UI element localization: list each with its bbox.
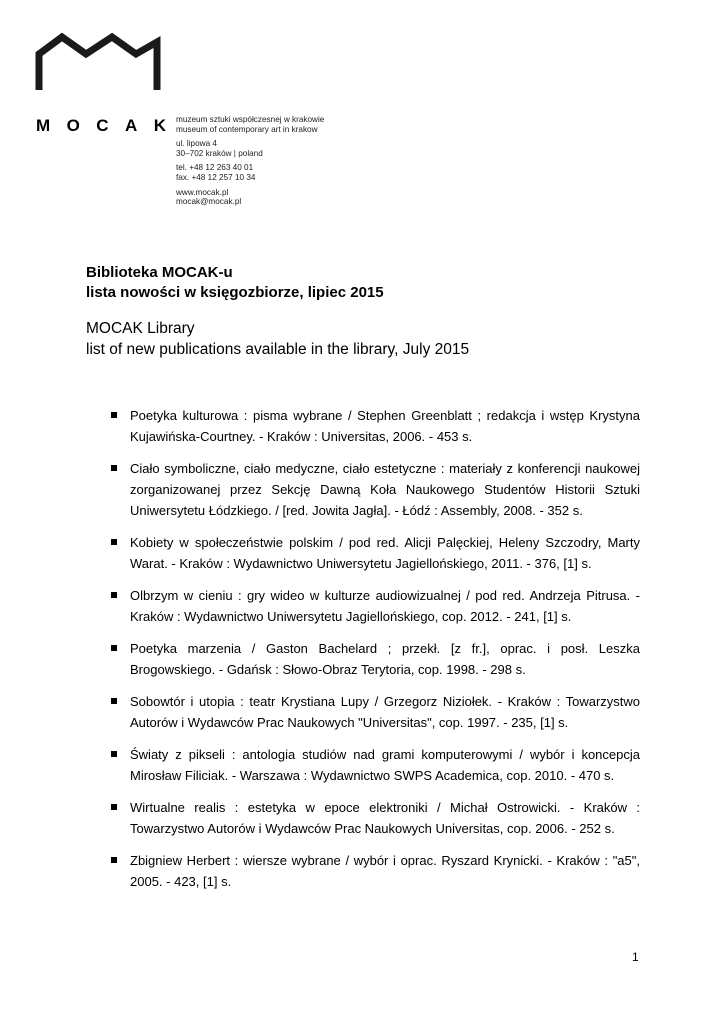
phone-number: tel. +48 12 263 40 01 — [176, 163, 254, 173]
wordmark-letter: C — [96, 116, 109, 135]
document-title-polish — [86, 263, 384, 303]
list-item — [86, 638, 640, 680]
email-link[interactable]: mocak@mocak.pl — [176, 197, 242, 207]
street-address: ul. lipowa 4 — [176, 139, 217, 149]
publication-entry: Zbigniew Herbert : wiersze wybrane / wybór i oprac. Ryszard Krynicki. - Kraków : "a5", 2005. - 423, [1] s. — [130, 853, 640, 889]
wordmark-letter: O — [66, 116, 80, 135]
bullet-square-icon — [111, 412, 117, 418]
bullet-square-icon — [111, 465, 117, 471]
document-title-english — [86, 318, 469, 360]
publication-entry: Ciało symboliczne, ciało medyczne, ciało estetyczne : materiały z konferencji naukowej zorganizowanej przez Sekcję Dawną Koła Naukowego Studentów Historii Sztuki Uniwersytetu Łódzkiego. / [red. Jowita Jagła]. - Łódź : Assembly, 2008. - 352 s. — [130, 461, 640, 518]
list-item — [86, 532, 640, 574]
wordmark-letter: A — [125, 116, 138, 135]
bullet-square-icon — [111, 698, 117, 704]
bullet-square-icon — [111, 857, 117, 863]
publication-entry: Sobowtór i utopia : teatr Krystiana Lupy / Grzegorz Niziołek. - Kraków : Towarzystwo Autorów i Wydawców Prac Naukowych "Universitas", cop. 1997. - 235, [1] s. — [130, 694, 640, 730]
title-pl-line1: Biblioteka MOCAK-u — [86, 264, 233, 281]
museum-address-block — [176, 115, 324, 207]
title-pl-line2: lista nowości w księgozbiorze, lipiec 2015 — [86, 284, 384, 301]
publication-list — [86, 405, 640, 903]
publication-entry: Poetyka marzenia / Gaston Bachelard ; przekł. [z fr.], oprac. i posł. Leszka Brogowskiego. - Gdańsk : Słowo-Obraz Terytoria, cop. 1998. - 298 s. — [130, 641, 640, 677]
list-item — [86, 691, 640, 733]
bullet-square-icon — [111, 539, 117, 545]
publication-entry: Olbrzym w cieniu : gry wideo w kulturze audiowizualnej / pod red. Andrzeja Pitrusa. - Kraków : Wydawnictwo Uniwersytetu Jagiellońskiego, cop. 2012. - 241, [1] s. — [130, 588, 640, 624]
website-link[interactable]: www.mocak.pl — [176, 187, 229, 197]
wordmark-letter: K — [153, 116, 166, 135]
wordmark-letter: M — [36, 116, 51, 135]
bullet-square-icon — [111, 751, 117, 757]
publication-entry: Wirtualne realis : estetyka w epoce elektroniki / Michał Ostrowicki. - Kraków : Towarzystwo Autorów i Wydawców Prac Naukowych Universitas, cop. 2006. - 252 s. — [130, 800, 640, 836]
publication-entry: Kobiety w społeczeństwie polskim / pod red. Alicji Palęckiej, Heleny Szczodry, Marty Warat. - Kraków : Wydawnictwo Uniwersytetu Jagiellońskiego, 2011. - 376, [1] s. — [130, 535, 640, 571]
title-en-line1: MOCAK Library — [86, 320, 195, 337]
museum-name-pl: muzeum sztuki współczesnej w krakowie — [176, 115, 325, 124]
mocak-wordmark — [36, 116, 166, 136]
publication-entry: Poetyka kulturowa : pisma wybrane / Stephen Greenblatt ; redakcja i wstęp Krystyna Kujawińska-Courtney. - Kraków : Universitas, 2006. - 453 s. — [130, 408, 640, 444]
page-number: 1 — [632, 950, 639, 964]
list-item — [86, 405, 640, 447]
bullet-square-icon — [111, 645, 117, 651]
list-item — [86, 850, 640, 892]
bullet-square-icon — [111, 592, 117, 598]
list-item — [86, 797, 640, 839]
mocak-logo-house-icon — [34, 32, 162, 92]
museum-name-en: museum of contemporary art in krakow — [176, 124, 318, 134]
fax-number: fax. +48 12 257 10 34 — [176, 172, 256, 182]
list-item — [86, 585, 640, 627]
list-item — [86, 458, 640, 521]
bullet-square-icon — [111, 804, 117, 810]
list-item — [86, 744, 640, 786]
postal-city: 30–702 kraków | poland — [176, 148, 263, 158]
title-en-line2: list of new publications available in the library, July 2015 — [86, 341, 470, 358]
publication-entry: Światy z pikseli : antologia studiów nad grami komputerowymi / wybór i koncepcja Mirosław Filiciak. - Warszawa : Wydawnictwo SWPS Academica, cop. 2010. - 470 s. — [130, 747, 640, 783]
